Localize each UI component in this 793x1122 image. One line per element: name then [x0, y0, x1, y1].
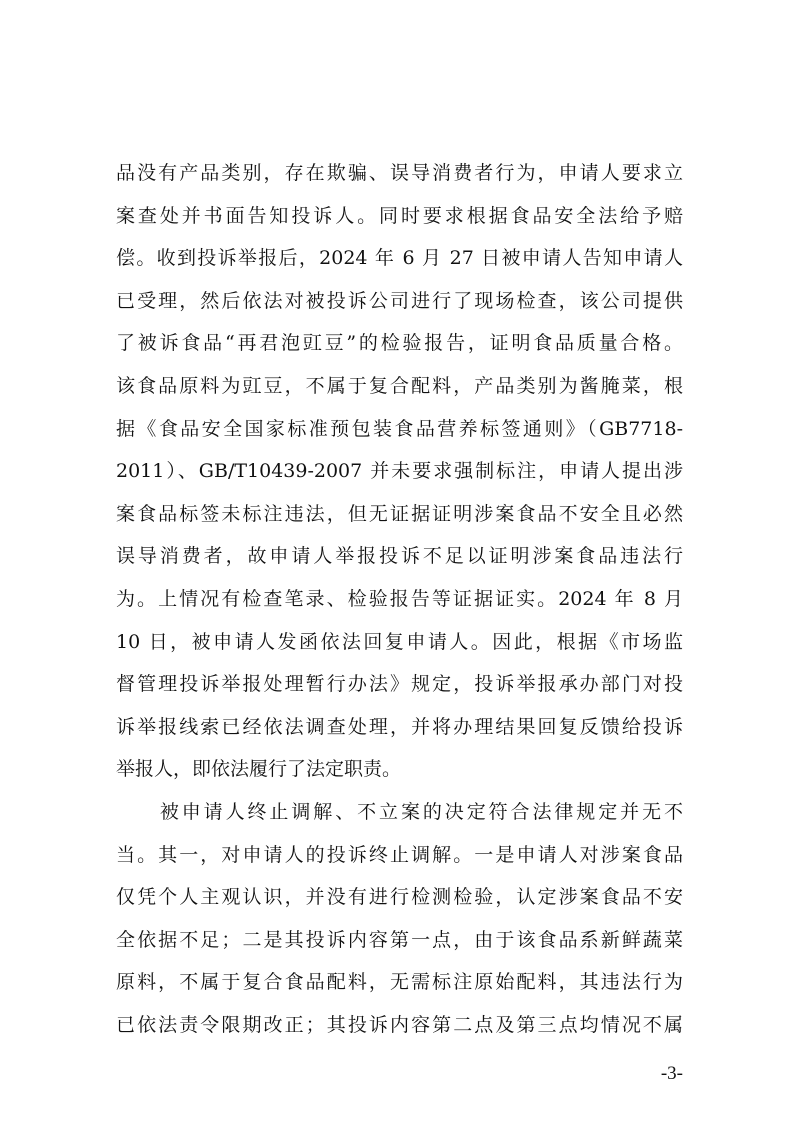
- document-body: [116, 152, 683, 1046]
- text-line: 原料，不属于复合食品配料，无需标注原始配料，其违法行为: [116, 971, 683, 994]
- text-line: 了被诉食品“再君泡豇豆”的检验报告，证明食品质量合格。: [116, 332, 683, 355]
- text-line: 误导消费者，故申请人举报投诉不足以证明涉案食品违法行: [116, 545, 683, 568]
- text-line: 诉举报线索已经依法调查处理，并将办理结果回复反馈给投诉: [116, 715, 683, 738]
- text-line: 全依据不足；二是其投诉内容第一点，由于该食品系新鲜蔬菜: [116, 928, 683, 951]
- text-line: 仅凭个人主观认识，并没有进行检测检验，认定涉案食品不安: [116, 886, 683, 909]
- text-line: 案查处并书面告知投诉人。同时要求根据食品安全法给予赔: [116, 204, 683, 227]
- text-line: 该食品原料为豇豆，不属于复合配料，产品类别为酱腌菜，根: [116, 374, 683, 397]
- page-number: -3-: [660, 1063, 683, 1084]
- text-line: 已依法责令限期改正；其投诉内容第二点及第三点均情况不属: [116, 1013, 683, 1036]
- text-line: 举报人，即依法履行了法定职责。: [116, 758, 402, 781]
- text-line: 2011）、GB/T10439-2007 并未要求强制标注，申请人提出涉: [116, 460, 683, 483]
- text-line: 当。其一，对申请人的投诉终止调解。一是申请人对涉案食品: [116, 843, 683, 866]
- text-line: 为。上情况有检查笔录、检验报告等证据证实。2024 年 8 月: [116, 587, 683, 610]
- text-line: 10 日，被申请人发函依法回复申请人。因此，根据《市场监: [116, 630, 683, 653]
- text-line: 被申请人终止调解、不立案的决定符合法律规定并无不: [116, 800, 683, 823]
- text-line: 偿。收到投诉举报后，2024 年 6 月 27 日被申请人告知申请人: [116, 247, 683, 270]
- text-line: 品没有产品类别，存在欺骗、误导消费者行为，申请人要求立: [116, 162, 683, 184]
- text-line: 案食品标签未标注违法，但无证据证明涉案食品不安全且必然: [116, 502, 683, 525]
- text-line: 据《食品安全国家标准预包装食品营养标签通则》（GB7718-: [116, 417, 683, 440]
- text-line: 已受理，然后依法对被投诉公司进行了现场检查，该公司提供: [116, 289, 683, 312]
- text-line: 督管理投诉举报处理暂行办法》规定，投诉举报承办部门对投: [116, 673, 683, 696]
